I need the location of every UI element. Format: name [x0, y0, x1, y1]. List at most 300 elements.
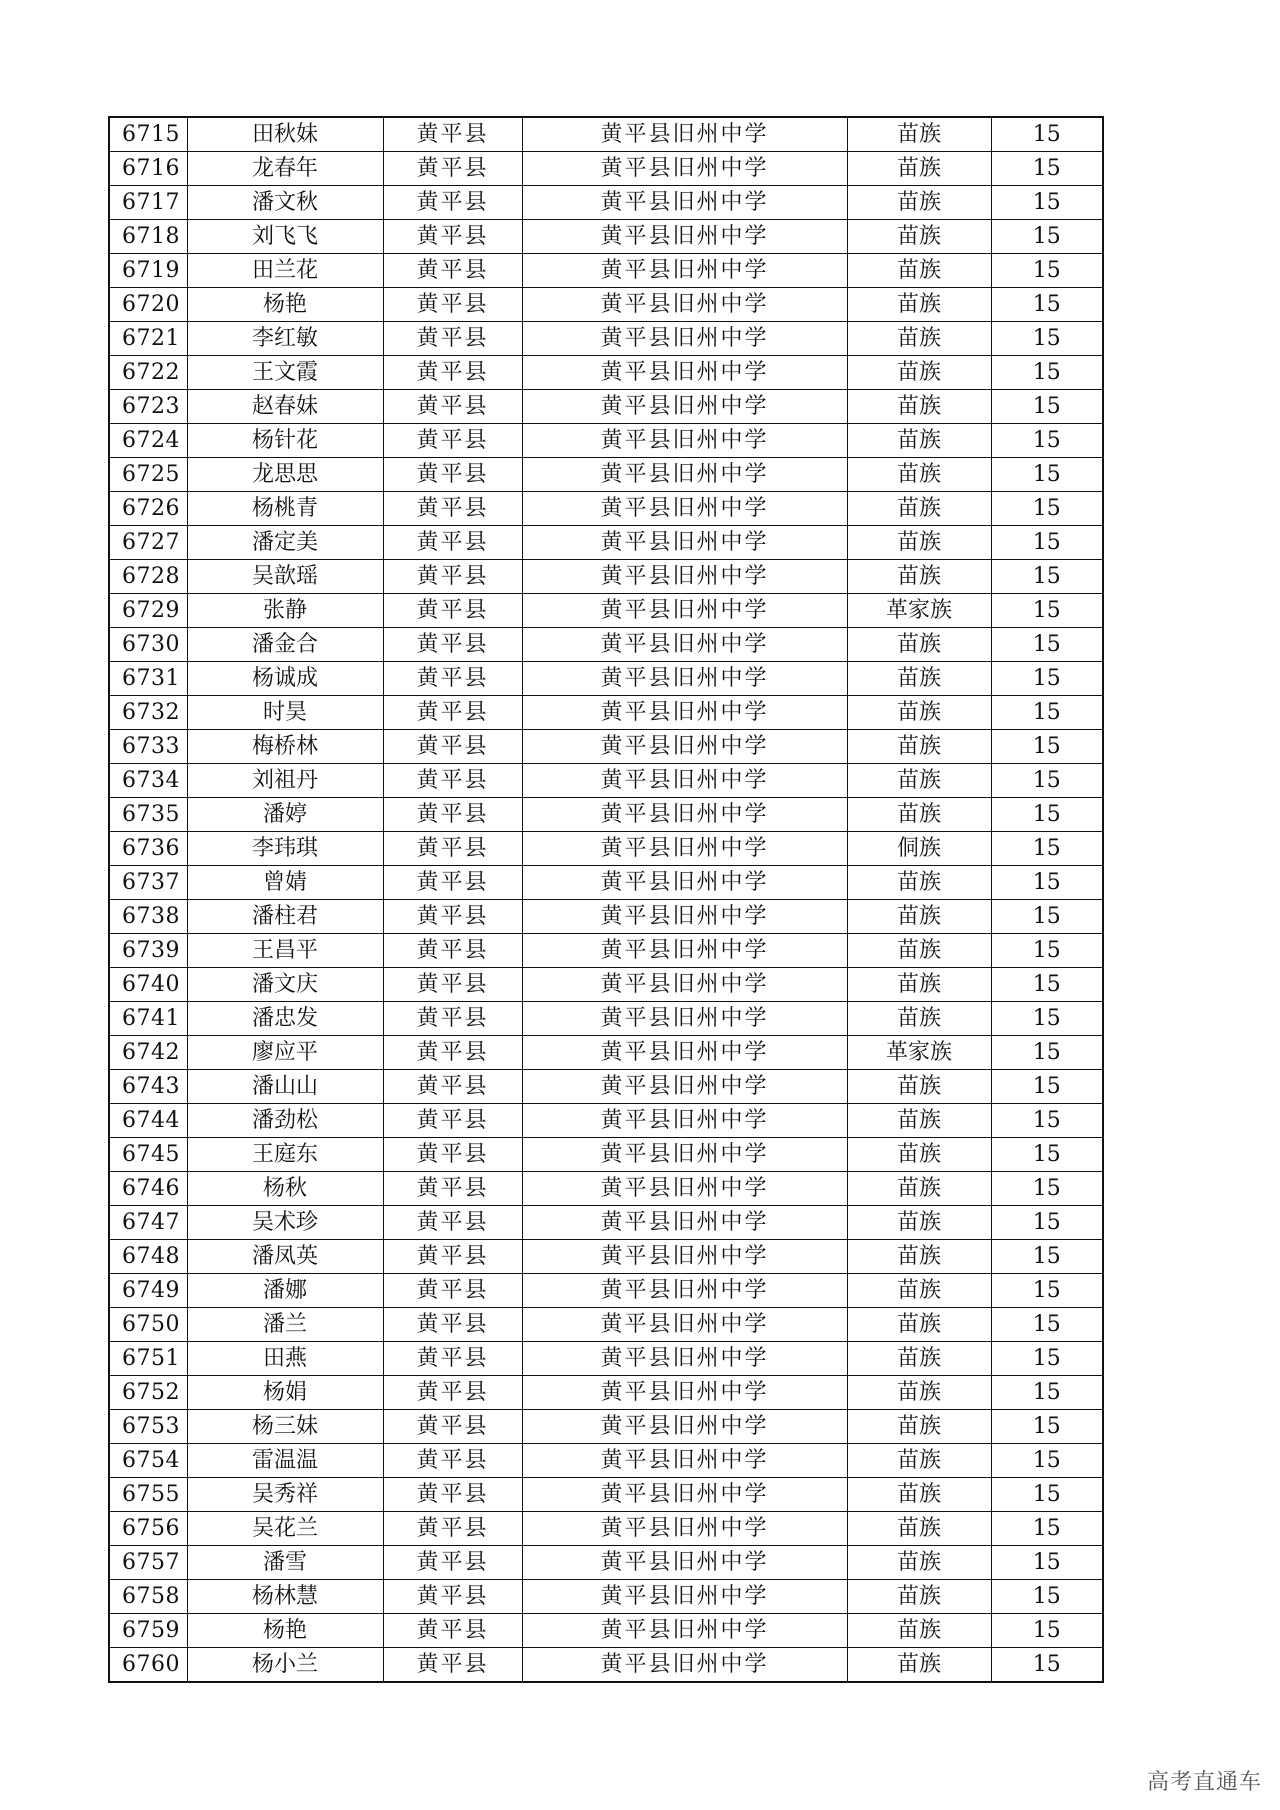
serial-number-cell: 6733: [109, 730, 187, 764]
county-cell: 黄平县: [383, 1342, 522, 1376]
county-cell: 黄平县: [383, 730, 522, 764]
school-cell: 黄平县旧州中学: [522, 1036, 847, 1070]
student-name-cell: 杨小兰: [187, 1648, 383, 1683]
county-cell: 黄平县: [383, 1512, 522, 1546]
ethnicity-cell: 苗族: [847, 1274, 991, 1308]
county-cell: 黄平县: [383, 322, 522, 356]
serial-number-cell: 6758: [109, 1580, 187, 1614]
serial-number-cell: 6754: [109, 1444, 187, 1478]
table-row: [109, 1274, 1103, 1308]
county-cell: 黄平县: [383, 764, 522, 798]
score-cell: 15: [991, 1104, 1103, 1138]
score-cell: 15: [991, 1138, 1103, 1172]
ethnicity-cell: 苗族: [847, 1444, 991, 1478]
school-cell: 黄平县旧州中学: [522, 560, 847, 594]
county-cell: 黄平县: [383, 152, 522, 186]
serial-number-cell: 6734: [109, 764, 187, 798]
score-cell: 15: [991, 1172, 1103, 1206]
county-cell: 黄平县: [383, 356, 522, 390]
school-cell: 黄平县旧州中学: [522, 1138, 847, 1172]
school-cell: 黄平县旧州中学: [522, 900, 847, 934]
county-cell: 黄平县: [383, 628, 522, 662]
score-cell: 15: [991, 1308, 1103, 1342]
score-cell: 15: [991, 1512, 1103, 1546]
county-cell: 黄平县: [383, 288, 522, 322]
school-cell: 黄平县旧州中学: [522, 1070, 847, 1104]
table-row: [109, 764, 1103, 798]
serial-number-cell: 6735: [109, 798, 187, 832]
ethnicity-cell: 苗族: [847, 254, 991, 288]
student-name-cell: 潘雪: [187, 1546, 383, 1580]
serial-number-cell: 6748: [109, 1240, 187, 1274]
score-cell: 15: [991, 798, 1103, 832]
school-cell: 黄平县旧州中学: [522, 798, 847, 832]
table-row: [109, 356, 1103, 390]
serial-number-cell: 6751: [109, 1342, 187, 1376]
county-cell: 黄平县: [383, 1308, 522, 1342]
table-row: [109, 254, 1103, 288]
serial-number-cell: 6746: [109, 1172, 187, 1206]
table-row: [109, 1036, 1103, 1070]
score-cell: 15: [991, 594, 1103, 628]
ethnicity-cell: 苗族: [847, 934, 991, 968]
ethnicity-cell: 苗族: [847, 1376, 991, 1410]
student-name-cell: 潘娜: [187, 1274, 383, 1308]
score-cell: 15: [991, 1648, 1103, 1683]
ethnicity-cell: 苗族: [847, 1342, 991, 1376]
county-cell: 黄平县: [383, 832, 522, 866]
serial-number-cell: 6743: [109, 1070, 187, 1104]
serial-number-cell: 6737: [109, 866, 187, 900]
serial-number-cell: 6730: [109, 628, 187, 662]
serial-number-cell: 6749: [109, 1274, 187, 1308]
table-row: [109, 1206, 1103, 1240]
serial-number-cell: 6717: [109, 186, 187, 220]
score-cell: 15: [991, 1376, 1103, 1410]
score-cell: 15: [991, 866, 1103, 900]
county-cell: 黄平县: [383, 594, 522, 628]
ethnicity-cell: 苗族: [847, 1546, 991, 1580]
serial-number-cell: 6736: [109, 832, 187, 866]
county-cell: 黄平县: [383, 1648, 522, 1683]
ethnicity-cell: 苗族: [847, 390, 991, 424]
serial-number-cell: 6716: [109, 152, 187, 186]
ethnicity-cell: 苗族: [847, 866, 991, 900]
county-cell: 黄平县: [383, 117, 522, 152]
serial-number-cell: 6759: [109, 1614, 187, 1648]
ethnicity-cell: 苗族: [847, 764, 991, 798]
ethnicity-cell: 苗族: [847, 1580, 991, 1614]
table-row: [109, 152, 1103, 186]
ethnicity-cell: 苗族: [847, 458, 991, 492]
school-cell: 黄平县旧州中学: [522, 458, 847, 492]
ethnicity-cell: 侗族: [847, 832, 991, 866]
student-name-cell: 杨桃青: [187, 492, 383, 526]
ethnicity-cell: 苗族: [847, 1206, 991, 1240]
score-cell: 15: [991, 390, 1103, 424]
school-cell: 黄平县旧州中学: [522, 1614, 847, 1648]
student-name-cell: 潘文庆: [187, 968, 383, 1002]
table-row: [109, 288, 1103, 322]
school-cell: 黄平县旧州中学: [522, 628, 847, 662]
serial-number-cell: 6721: [109, 322, 187, 356]
student-name-cell: 潘婷: [187, 798, 383, 832]
score-cell: 15: [991, 968, 1103, 1002]
roster-body: [109, 117, 1103, 1682]
student-name-cell: 李玮琪: [187, 832, 383, 866]
score-cell: 15: [991, 1274, 1103, 1308]
ethnicity-cell: 苗族: [847, 1002, 991, 1036]
school-cell: 黄平县旧州中学: [522, 866, 847, 900]
score-cell: 15: [991, 1240, 1103, 1274]
county-cell: 黄平县: [383, 1410, 522, 1444]
table-row: [109, 492, 1103, 526]
ethnicity-cell: 苗族: [847, 900, 991, 934]
score-cell: 15: [991, 117, 1103, 152]
table-row: [109, 1070, 1103, 1104]
student-name-cell: 潘劲松: [187, 1104, 383, 1138]
student-name-cell: 张静: [187, 594, 383, 628]
serial-number-cell: 6750: [109, 1308, 187, 1342]
ethnicity-cell: 苗族: [847, 1240, 991, 1274]
table-row: [109, 662, 1103, 696]
table-row: [109, 220, 1103, 254]
score-cell: 15: [991, 254, 1103, 288]
score-cell: 15: [991, 492, 1103, 526]
county-cell: 黄平县: [383, 492, 522, 526]
table-row: [109, 186, 1103, 220]
table-row: [109, 628, 1103, 662]
county-cell: 黄平县: [383, 1138, 522, 1172]
table-row: [109, 1580, 1103, 1614]
score-cell: 15: [991, 1444, 1103, 1478]
county-cell: 黄平县: [383, 900, 522, 934]
score-cell: 15: [991, 900, 1103, 934]
student-name-cell: 杨艳: [187, 1614, 383, 1648]
serial-number-cell: 6729: [109, 594, 187, 628]
score-cell: 15: [991, 1410, 1103, 1444]
school-cell: 黄平县旧州中学: [522, 968, 847, 1002]
school-cell: 黄平县旧州中学: [522, 1512, 847, 1546]
table-row: [109, 1308, 1103, 1342]
ethnicity-cell: 苗族: [847, 1172, 991, 1206]
ethnicity-cell: 苗族: [847, 696, 991, 730]
score-cell: 15: [991, 1342, 1103, 1376]
ethnicity-cell: 苗族: [847, 356, 991, 390]
serial-number-cell: 6739: [109, 934, 187, 968]
table-row: [109, 730, 1103, 764]
school-cell: 黄平县旧州中学: [522, 288, 847, 322]
student-name-cell: 潘柱君: [187, 900, 383, 934]
serial-number-cell: 6756: [109, 1512, 187, 1546]
county-cell: 黄平县: [383, 1104, 522, 1138]
serial-number-cell: 6724: [109, 424, 187, 458]
score-cell: 15: [991, 424, 1103, 458]
student-name-cell: 时昊: [187, 696, 383, 730]
score-cell: 15: [991, 1206, 1103, 1240]
school-cell: 黄平县旧州中学: [522, 356, 847, 390]
table-row: [109, 1138, 1103, 1172]
table-row: [109, 900, 1103, 934]
ethnicity-cell: 苗族: [847, 424, 991, 458]
serial-number-cell: 6732: [109, 696, 187, 730]
county-cell: 黄平县: [383, 1444, 522, 1478]
serial-number-cell: 6715: [109, 117, 187, 152]
student-name-cell: 杨诚成: [187, 662, 383, 696]
county-cell: 黄平县: [383, 1172, 522, 1206]
serial-number-cell: 6757: [109, 1546, 187, 1580]
table-row: [109, 1240, 1103, 1274]
county-cell: 黄平县: [383, 1478, 522, 1512]
school-cell: 黄平县旧州中学: [522, 662, 847, 696]
table-row: [109, 1614, 1103, 1648]
table-row: [109, 1444, 1103, 1478]
student-name-cell: 吴秀祥: [187, 1478, 383, 1512]
school-cell: 黄平县旧州中学: [522, 1444, 847, 1478]
county-cell: 黄平县: [383, 1206, 522, 1240]
score-cell: 15: [991, 526, 1103, 560]
ethnicity-cell: 苗族: [847, 1308, 991, 1342]
score-cell: 15: [991, 730, 1103, 764]
county-cell: 黄平县: [383, 186, 522, 220]
ethnicity-cell: 苗族: [847, 288, 991, 322]
student-name-cell: 曾婧: [187, 866, 383, 900]
county-cell: 黄平县: [383, 1614, 522, 1648]
table-row: [109, 1376, 1103, 1410]
table-row: [109, 696, 1103, 730]
student-name-cell: 刘飞飞: [187, 220, 383, 254]
ethnicity-cell: 苗族: [847, 186, 991, 220]
table-row: [109, 968, 1103, 1002]
student-name-cell: 廖应平: [187, 1036, 383, 1070]
student-name-cell: 梅桥林: [187, 730, 383, 764]
score-cell: 15: [991, 322, 1103, 356]
school-cell: 黄平县旧州中学: [522, 424, 847, 458]
school-cell: 黄平县旧州中学: [522, 1002, 847, 1036]
county-cell: 黄平县: [383, 1274, 522, 1308]
school-cell: 黄平县旧州中学: [522, 220, 847, 254]
ethnicity-cell: 苗族: [847, 560, 991, 594]
score-cell: 15: [991, 1002, 1103, 1036]
serial-number-cell: 6722: [109, 356, 187, 390]
school-cell: 黄平县旧州中学: [522, 1104, 847, 1138]
school-cell: 黄平县旧州中学: [522, 1172, 847, 1206]
serial-number-cell: 6723: [109, 390, 187, 424]
score-cell: 15: [991, 458, 1103, 492]
table-row: [109, 866, 1103, 900]
score-cell: 15: [991, 764, 1103, 798]
school-cell: 黄平县旧州中学: [522, 322, 847, 356]
county-cell: 黄平县: [383, 560, 522, 594]
table-row: [109, 1002, 1103, 1036]
school-cell: 黄平县旧州中学: [522, 186, 847, 220]
student-name-cell: 田燕: [187, 1342, 383, 1376]
serial-number-cell: 6719: [109, 254, 187, 288]
student-name-cell: 吴歆瑶: [187, 560, 383, 594]
ethnicity-cell: 苗族: [847, 1070, 991, 1104]
school-cell: 黄平县旧州中学: [522, 1206, 847, 1240]
serial-number-cell: 6753: [109, 1410, 187, 1444]
table-row: [109, 458, 1103, 492]
county-cell: 黄平县: [383, 1546, 522, 1580]
school-cell: 黄平县旧州中学: [522, 1308, 847, 1342]
student-name-cell: 龙春年: [187, 152, 383, 186]
serial-number-cell: 6727: [109, 526, 187, 560]
school-cell: 黄平县旧州中学: [522, 254, 847, 288]
ethnicity-cell: 苗族: [847, 117, 991, 152]
table-row: [109, 1104, 1103, 1138]
ethnicity-cell: 苗族: [847, 1138, 991, 1172]
table-row: [109, 1172, 1103, 1206]
student-name-cell: 王庭东: [187, 1138, 383, 1172]
table-row: [109, 390, 1103, 424]
serial-number-cell: 6755: [109, 1478, 187, 1512]
county-cell: 黄平县: [383, 1036, 522, 1070]
ethnicity-cell: 苗族: [847, 1648, 991, 1683]
serial-number-cell: 6760: [109, 1648, 187, 1683]
serial-number-cell: 6752: [109, 1376, 187, 1410]
table-row: [109, 322, 1103, 356]
serial-number-cell: 6726: [109, 492, 187, 526]
county-cell: 黄平县: [383, 526, 522, 560]
ethnicity-cell: 革家族: [847, 1036, 991, 1070]
table-row: [109, 424, 1103, 458]
score-cell: 15: [991, 560, 1103, 594]
student-name-cell: 龙思思: [187, 458, 383, 492]
serial-number-cell: 6742: [109, 1036, 187, 1070]
score-cell: 15: [991, 1580, 1103, 1614]
serial-number-cell: 6738: [109, 900, 187, 934]
school-cell: 黄平县旧州中学: [522, 526, 847, 560]
serial-number-cell: 6720: [109, 288, 187, 322]
ethnicity-cell: 苗族: [847, 1614, 991, 1648]
county-cell: 黄平县: [383, 1240, 522, 1274]
school-cell: 黄平县旧州中学: [522, 696, 847, 730]
student-name-cell: 潘山山: [187, 1070, 383, 1104]
student-name-cell: 雷温温: [187, 1444, 383, 1478]
serial-number-cell: 6718: [109, 220, 187, 254]
score-cell: 15: [991, 662, 1103, 696]
table-row: [109, 560, 1103, 594]
student-name-cell: 吴术珍: [187, 1206, 383, 1240]
school-cell: 黄平县旧州中学: [522, 390, 847, 424]
ethnicity-cell: 苗族: [847, 526, 991, 560]
student-name-cell: 刘祖丹: [187, 764, 383, 798]
serial-number-cell: 6745: [109, 1138, 187, 1172]
score-cell: 15: [991, 934, 1103, 968]
score-cell: 15: [991, 356, 1103, 390]
student-name-cell: 吴花兰: [187, 1512, 383, 1546]
table-row: [109, 117, 1103, 152]
school-cell: 黄平县旧州中学: [522, 1648, 847, 1683]
student-name-cell: 杨针花: [187, 424, 383, 458]
ethnicity-cell: 苗族: [847, 220, 991, 254]
student-name-cell: 王文霞: [187, 356, 383, 390]
serial-number-cell: 6725: [109, 458, 187, 492]
student-name-cell: 潘文秋: [187, 186, 383, 220]
county-cell: 黄平县: [383, 390, 522, 424]
table-row: [109, 1648, 1103, 1683]
student-name-cell: 杨艳: [187, 288, 383, 322]
county-cell: 黄平县: [383, 1070, 522, 1104]
student-name-cell: 赵春妹: [187, 390, 383, 424]
score-cell: 15: [991, 1546, 1103, 1580]
score-cell: 15: [991, 152, 1103, 186]
student-name-cell: 潘兰: [187, 1308, 383, 1342]
student-name-cell: 王昌平: [187, 934, 383, 968]
county-cell: 黄平县: [383, 866, 522, 900]
table-row: [109, 594, 1103, 628]
ethnicity-cell: 苗族: [847, 492, 991, 526]
county-cell: 黄平县: [383, 934, 522, 968]
school-cell: 黄平县旧州中学: [522, 117, 847, 152]
student-name-cell: 田兰花: [187, 254, 383, 288]
school-cell: 黄平县旧州中学: [522, 594, 847, 628]
table-row: [109, 798, 1103, 832]
watermark-text: 高考直通车: [1146, 1770, 1262, 1795]
table-row: [109, 1512, 1103, 1546]
county-cell: 黄平县: [383, 254, 522, 288]
county-cell: 黄平县: [383, 662, 522, 696]
table-row: [109, 1478, 1103, 1512]
ethnicity-cell: 苗族: [847, 628, 991, 662]
ethnicity-cell: 苗族: [847, 968, 991, 1002]
ethnicity-cell: 苗族: [847, 1512, 991, 1546]
serial-number-cell: 6747: [109, 1206, 187, 1240]
student-name-cell: 杨三妹: [187, 1410, 383, 1444]
school-cell: 黄平县旧州中学: [522, 1342, 847, 1376]
score-cell: 15: [991, 1478, 1103, 1512]
score-cell: 15: [991, 628, 1103, 662]
school-cell: 黄平县旧州中学: [522, 1546, 847, 1580]
score-cell: 15: [991, 1036, 1103, 1070]
table-row: [109, 526, 1103, 560]
student-name-cell: 李红敏: [187, 322, 383, 356]
school-cell: 黄平县旧州中学: [522, 1410, 847, 1444]
county-cell: 黄平县: [383, 968, 522, 1002]
student-name-cell: 杨娟: [187, 1376, 383, 1410]
score-cell: 15: [991, 1614, 1103, 1648]
county-cell: 黄平县: [383, 1376, 522, 1410]
ethnicity-cell: 革家族: [847, 594, 991, 628]
table-row: [109, 934, 1103, 968]
county-cell: 黄平县: [383, 1002, 522, 1036]
serial-number-cell: 6731: [109, 662, 187, 696]
county-cell: 黄平县: [383, 458, 522, 492]
table-row: [109, 1342, 1103, 1376]
school-cell: 黄平县旧州中学: [522, 1240, 847, 1274]
ethnicity-cell: 苗族: [847, 1104, 991, 1138]
student-name-cell: 杨秋: [187, 1172, 383, 1206]
serial-number-cell: 6728: [109, 560, 187, 594]
ethnicity-cell: 苗族: [847, 1478, 991, 1512]
student-name-cell: 潘金合: [187, 628, 383, 662]
county-cell: 黄平县: [383, 798, 522, 832]
ethnicity-cell: 苗族: [847, 322, 991, 356]
school-cell: 黄平县旧州中学: [522, 730, 847, 764]
score-cell: 15: [991, 696, 1103, 730]
ethnicity-cell: 苗族: [847, 730, 991, 764]
table-row: [109, 1546, 1103, 1580]
table-row: [109, 832, 1103, 866]
school-cell: 黄平县旧州中学: [522, 1376, 847, 1410]
county-cell: 黄平县: [383, 696, 522, 730]
county-cell: 黄平县: [383, 424, 522, 458]
score-cell: 15: [991, 220, 1103, 254]
serial-number-cell: 6740: [109, 968, 187, 1002]
school-cell: 黄平县旧州中学: [522, 934, 847, 968]
school-cell: 黄平县旧州中学: [522, 1580, 847, 1614]
